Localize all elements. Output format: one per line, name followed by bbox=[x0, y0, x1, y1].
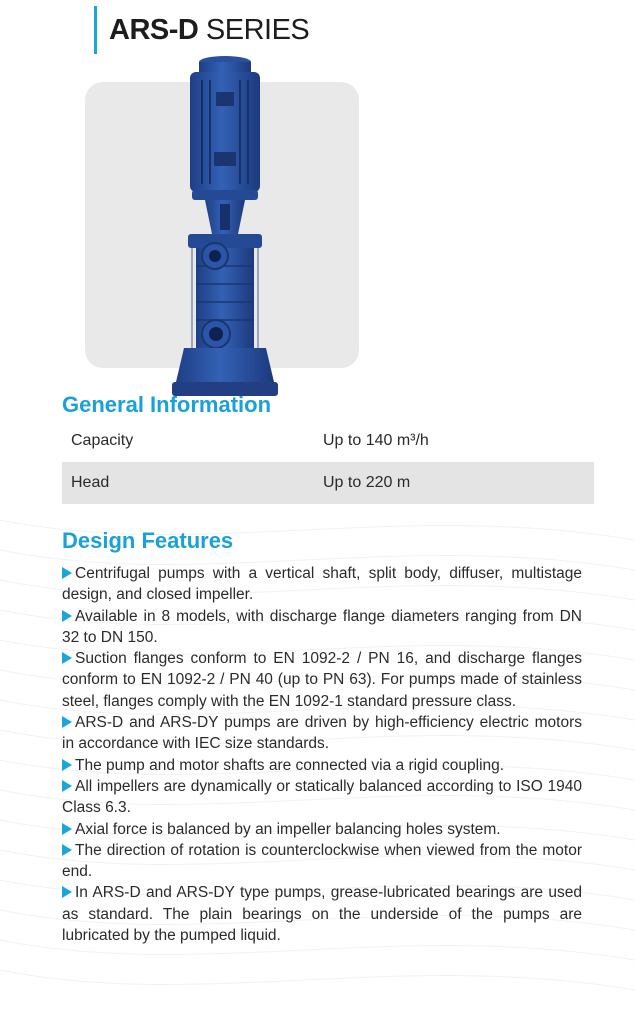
head-value: Up to 220 m bbox=[323, 474, 411, 491]
capacity-value: Up to 140 m³/h bbox=[323, 432, 429, 449]
page-title-block bbox=[94, 6, 309, 54]
triangle-bullet-icon bbox=[62, 844, 72, 856]
capacity-label: Capacity bbox=[71, 432, 134, 449]
title-series-word: SERIES bbox=[205, 13, 310, 46]
list-item: All impellers are dynamically or statically balanced according to ISO 1940 Class 6.3. bbox=[62, 777, 582, 817]
general-information-heading: General Information bbox=[62, 392, 272, 417]
page-title bbox=[109, 14, 309, 47]
table-row-capacity bbox=[62, 420, 594, 462]
triangle-bullet-icon bbox=[62, 652, 72, 664]
title-series-code: ARS-D bbox=[109, 13, 199, 46]
list-item: In ARS-D and ARS-DY type pumps, grease-lubricated bearings are used as standard. The plain bearings on the underside of the pumps are lubricated by the pumped liquid. bbox=[62, 884, 582, 945]
list-item: The direction of rotation is counterclockwise when viewed from the motor end. bbox=[62, 841, 582, 881]
triangle-bullet-icon bbox=[62, 716, 72, 728]
table-row-head bbox=[62, 462, 594, 504]
triangle-bullet-icon bbox=[62, 823, 72, 835]
list-item: The pump and motor shafts are connected via a rigid coupling. bbox=[62, 755, 582, 776]
triangle-bullet-icon bbox=[62, 886, 72, 898]
triangle-bullet-icon bbox=[62, 610, 72, 622]
design-features-list bbox=[62, 563, 582, 946]
head-label: Head bbox=[71, 474, 110, 491]
triangle-bullet-icon bbox=[62, 567, 72, 579]
vertical-pump-image bbox=[150, 52, 300, 404]
list-item: ARS-D and ARS-DY pumps are driven by high-efficiency electric motors in accordance with IEC size standards. bbox=[62, 714, 582, 753]
design-features-heading: Design Features bbox=[62, 528, 234, 553]
list-item: Axial force is balanced by an impeller balancing holes system. bbox=[62, 819, 582, 840]
triangle-bullet-icon bbox=[62, 759, 72, 771]
list-item: Centrifugal pumps with a vertical shaft, split body, diffuser, multistage design, and closed impeller. bbox=[62, 565, 582, 604]
general-information-table bbox=[62, 420, 594, 504]
list-item: Available in 8 models, with discharge flange diameters ranging from DN 32 to DN 150. bbox=[62, 607, 582, 646]
list-item: Suction flanges conform to EN 1092-2 / PN 16, and discharge flanges conform to EN 1092-2 / PN 40 (up to PN 63). For pumps made of stainless steel, flanges comply with the EN 1092-1 standard pressure class. bbox=[62, 650, 582, 710]
title-accent-bar bbox=[94, 6, 97, 54]
triangle-bullet-icon bbox=[62, 780, 72, 792]
